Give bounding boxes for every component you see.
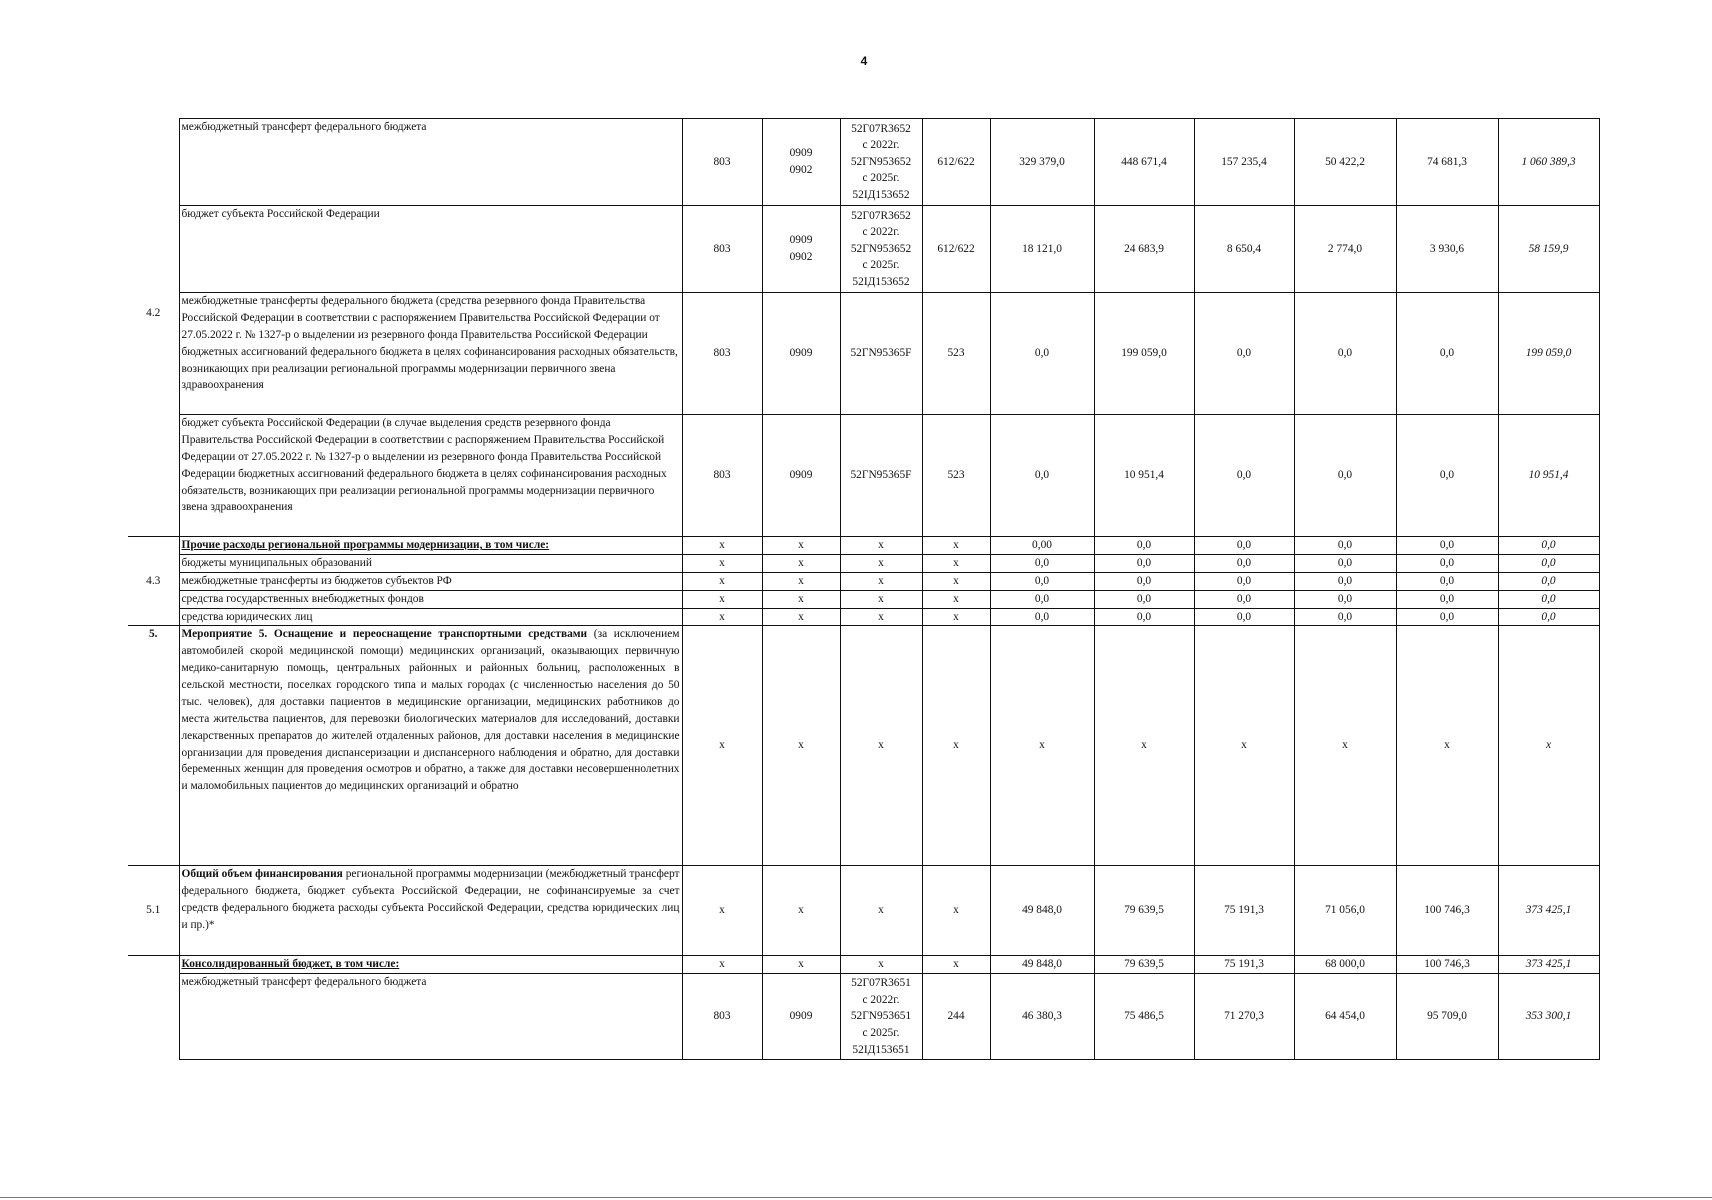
- table-row: [128, 590, 1599, 608]
- cell-expense-type: 612/622: [922, 119, 990, 206]
- cell-target-article: 52Г07R3652 с 2022г. 52ГN953652 с 2025г. 52ІД153652: [840, 206, 922, 293]
- cell-total: 373 425,1: [1498, 956, 1599, 974]
- table-row: [128, 293, 1599, 415]
- cell-year-1: 0,0: [990, 293, 1094, 415]
- cell-year-2: 199 059,0: [1094, 293, 1194, 415]
- cell-expense-type: x: [922, 572, 990, 590]
- cell-section: x: [762, 608, 840, 626]
- cell-total: 0,0: [1498, 537, 1599, 555]
- row-label: Консолидированный бюджет, в том числе:: [179, 956, 682, 974]
- row-label: Общий объем финансирования региональной программы модернизации (межбюджетный трансферт федерального бюджета, бюджет субъекта Российской Федерации, не софинансируемые за счет средств федерального бюджета расходы субъекта Российской Федерации, средства юридических лиц и пр.)*: [179, 866, 682, 956]
- cell-grbs: 803: [682, 974, 762, 1060]
- cell-target-article: 52ГN95365F: [840, 415, 922, 537]
- cell-year-4: 0,0: [1294, 554, 1396, 572]
- cell-expense-type: 244: [922, 974, 990, 1060]
- cell-year-1: x: [990, 626, 1094, 866]
- cell-target-article: x: [840, 572, 922, 590]
- row-label: межбюджетные трансферты федерального бюджета (средства резервного фонда Правительства Российской Федерации в соответствии с распоряжением Правительства Российской Федерации от 27.05.2022 г. № 1327-р о выделении из резервного фонда Правительства Российской Федерации бюджетных ассигнований федерального бюджета в целях софинансирования расходных обязательств, возникающих при реализации региональной программы модернизации первичного звена здравоохранения: [179, 293, 682, 415]
- cell-year-2: 10 951,4: [1094, 415, 1194, 537]
- cell-year-1: 329 379,0: [990, 119, 1094, 206]
- table-row: [128, 554, 1599, 572]
- cell-expense-type: x: [922, 866, 990, 956]
- cell-year-2: 0,0: [1094, 590, 1194, 608]
- cell-year-5: 0,0: [1396, 415, 1498, 537]
- cell-year-1: 0,0: [990, 608, 1094, 626]
- cell-year-3: 75 191,3: [1194, 866, 1294, 956]
- row-label: Мероприятие 5. Оснащение и переоснащение транспортными средствами (за исключением автомобилей скорой медицинской помощи) медицинских организаций, оказывающих первичную медико-санитарную помощь, центральных районных и районных больниц, расположенных в сельской местности, поселках городского типа и малых городах (с численностью населения до 50 тыс. человек), для доставки пациентов в медицинские организации, медицинских работников до места жительства пациентов, для перевозки биологических материалов для исследований, доставки лекарственных препаратов до жителей отдаленных районов, для доставки населения в медицинские организации для проведения диспансеризации и диспансерного наблюдения и обратно, для доставки беременных женщин для проведения осмотров и обратно, а также для доставки несовершеннолетних и маломобильных пациентов до медицинских организаций и обратно: [179, 626, 682, 866]
- cell-year-2: 0,0: [1094, 554, 1194, 572]
- cell-year-3: 0,0: [1194, 590, 1294, 608]
- cell-total: 353 300,1: [1498, 974, 1599, 1060]
- cell-section: x: [762, 590, 840, 608]
- cell-year-2: 79 639,5: [1094, 866, 1194, 956]
- row-label: средства юридических лиц: [179, 608, 682, 626]
- cell-year-4: 0,0: [1294, 537, 1396, 555]
- cell-expense-type: x: [922, 554, 990, 572]
- cell-section: 0909: [762, 293, 840, 415]
- cell-section: 0909 0902: [762, 119, 840, 206]
- table-row: [128, 415, 1599, 537]
- page-number: 4: [860, 54, 868, 68]
- cell-year-4: 0,0: [1294, 590, 1396, 608]
- cell-target-article: 52Г07R3651 с 2022г. 52ГN953651 с 2025г. 52ІД153651: [840, 974, 922, 1060]
- page-bottom-rule: [0, 1197, 1712, 1198]
- cell-target-article: x: [840, 866, 922, 956]
- cell-year-1: 0,0: [990, 590, 1094, 608]
- cell-year-3: 0,0: [1194, 537, 1294, 555]
- cell-section: x: [762, 537, 840, 555]
- cell-expense-type: 523: [922, 415, 990, 537]
- cell-expense-type: 612/622: [922, 206, 990, 293]
- cell-grbs: 803: [682, 119, 762, 206]
- row-number-5-1: 5.1: [128, 866, 179, 956]
- cell-section: x: [762, 866, 840, 956]
- cell-total: 199 059,0: [1498, 293, 1599, 415]
- cell-expense-type: x: [922, 626, 990, 866]
- row-label: Прочие расходы региональной программы модернизации, в том числе:: [179, 537, 682, 555]
- cell-year-3: x: [1194, 626, 1294, 866]
- cell-target-article: x: [840, 956, 922, 974]
- cell-grbs: 803: [682, 206, 762, 293]
- table-row: [128, 537, 1599, 555]
- table-row: [128, 206, 1599, 293]
- cell-total: 373 425,1: [1498, 866, 1599, 956]
- cell-year-2: 75 486,5: [1094, 974, 1194, 1060]
- cell-year-5: x: [1396, 626, 1498, 866]
- cell-year-1: 0,0: [990, 572, 1094, 590]
- table-row: [128, 956, 1599, 974]
- cell-year-2: 0,0: [1094, 608, 1194, 626]
- cell-section: 0909: [762, 974, 840, 1060]
- cell-year-5: 74 681,3: [1396, 119, 1498, 206]
- cell-grbs: x: [682, 608, 762, 626]
- row-number-empty: [128, 956, 179, 1060]
- table-row: [128, 608, 1599, 626]
- cell-year-3: 0,0: [1194, 572, 1294, 590]
- cell-year-2: 448 671,4: [1094, 119, 1194, 206]
- cell-target-article: x: [840, 626, 922, 866]
- row-label: средства государственных внебюджетных фондов: [179, 590, 682, 608]
- table-row: [128, 866, 1599, 956]
- cell-year-2: x: [1094, 626, 1194, 866]
- table-row: [128, 119, 1599, 206]
- cell-year-1: 0,0: [990, 554, 1094, 572]
- row-number-5: 5.: [128, 626, 179, 866]
- cell-total: 0,0: [1498, 572, 1599, 590]
- cell-year-4: x: [1294, 626, 1396, 866]
- row-label: бюджеты муниципальных образований: [179, 554, 682, 572]
- cell-year-1: 0,0: [990, 415, 1094, 537]
- cell-year-3: 75 191,3: [1194, 956, 1294, 974]
- cell-year-3: 8 650,4: [1194, 206, 1294, 293]
- cell-target-article: x: [840, 537, 922, 555]
- cell-total: 0,0: [1498, 554, 1599, 572]
- row-label: межбюджетные трансферты из бюджетов субъектов РФ: [179, 572, 682, 590]
- cell-grbs: x: [682, 866, 762, 956]
- cell-year-5: 100 746,3: [1396, 866, 1498, 956]
- cell-section: x: [762, 554, 840, 572]
- cell-year-1: 49 848,0: [990, 866, 1094, 956]
- row-label: бюджет субъекта Российской Федерации (в случае выделения средств резервного фонда Правительства Российской Федерации в соответствии с распоряжением Правительства Российской Федерации от 27.05.2022 г. № 1327-р о выделении из резервного фонда Правительства Российской Федерации бюджетных ассигнований федерального бюджета в целях софинансирования расходных обязательств, возникающих при реализации региональной программы модернизации первичного звена здравоохранения: [179, 415, 682, 537]
- cell-grbs: x: [682, 554, 762, 572]
- cell-total: 0,0: [1498, 608, 1599, 626]
- cell-year-1: 18 121,0: [990, 206, 1094, 293]
- cell-grbs: 803: [682, 293, 762, 415]
- cell-expense-type: x: [922, 537, 990, 555]
- cell-year-2: 24 683,9: [1094, 206, 1194, 293]
- cell-target-article: x: [840, 554, 922, 572]
- cell-expense-type: x: [922, 608, 990, 626]
- cell-year-5: 0,0: [1396, 572, 1498, 590]
- cell-grbs: x: [682, 956, 762, 974]
- cell-year-4: 0,0: [1294, 608, 1396, 626]
- cell-section: 0909 0902: [762, 206, 840, 293]
- row-number-4-2: 4.2: [128, 119, 179, 537]
- cell-year-1: 46 380,3: [990, 974, 1094, 1060]
- row-label: межбюджетный трансферт федерального бюджета: [179, 119, 682, 206]
- cell-year-4: 64 454,0: [1294, 974, 1396, 1060]
- cell-grbs: 803: [682, 415, 762, 537]
- cell-year-3: 71 270,3: [1194, 974, 1294, 1060]
- cell-year-4: 68 000,0: [1294, 956, 1396, 974]
- cell-year-5: 0,0: [1396, 293, 1498, 415]
- cell-total: 0,0: [1498, 590, 1599, 608]
- cell-expense-type: x: [922, 590, 990, 608]
- table-row: [128, 572, 1599, 590]
- cell-year-4: 0,0: [1294, 293, 1396, 415]
- cell-year-3: 0,0: [1194, 554, 1294, 572]
- cell-year-5: 0,0: [1396, 590, 1498, 608]
- cell-year-3: 0,0: [1194, 293, 1294, 415]
- cell-year-1: 0,00: [990, 537, 1094, 555]
- cell-year-3: 0,0: [1194, 415, 1294, 537]
- cell-year-4: 0,0: [1294, 572, 1396, 590]
- cell-year-4: 71 056,0: [1294, 866, 1396, 956]
- row-label: межбюджетный трансферт федерального бюджета: [179, 974, 682, 1060]
- cell-year-5: 0,0: [1396, 608, 1498, 626]
- cell-grbs: x: [682, 590, 762, 608]
- cell-total: x: [1498, 626, 1599, 866]
- cell-year-2: 79 639,5: [1094, 956, 1194, 974]
- cell-section: 0909: [762, 415, 840, 537]
- cell-grbs: x: [682, 626, 762, 866]
- cell-expense-type: x: [922, 956, 990, 974]
- table-row: [128, 974, 1599, 1060]
- cell-expense-type: 523: [922, 293, 990, 415]
- cell-section: x: [762, 956, 840, 974]
- row-label: бюджет субъекта Российской Федерации: [179, 206, 682, 293]
- financing-table: [128, 118, 1600, 1060]
- cell-grbs: x: [682, 537, 762, 555]
- cell-year-3: 0,0: [1194, 608, 1294, 626]
- cell-year-1: 49 848,0: [990, 956, 1094, 974]
- cell-grbs: x: [682, 572, 762, 590]
- table-row: [128, 626, 1599, 866]
- cell-year-2: 0,0: [1094, 572, 1194, 590]
- cell-year-2: 0,0: [1094, 537, 1194, 555]
- cell-year-5: 95 709,0: [1396, 974, 1498, 1060]
- cell-total: 1 060 389,3: [1498, 119, 1599, 206]
- cell-year-5: 100 746,3: [1396, 956, 1498, 974]
- cell-section: x: [762, 572, 840, 590]
- cell-section: x: [762, 626, 840, 866]
- cell-year-5: 3 930,6: [1396, 206, 1498, 293]
- cell-year-5: 0,0: [1396, 554, 1498, 572]
- cell-year-5: 0,0: [1396, 537, 1498, 555]
- cell-year-4: 0,0: [1294, 415, 1396, 537]
- cell-year-4: 50 422,2: [1294, 119, 1396, 206]
- cell-target-article: x: [840, 590, 922, 608]
- cell-year-4: 2 774,0: [1294, 206, 1396, 293]
- cell-year-3: 157 235,4: [1194, 119, 1294, 206]
- cell-target-article: 52Г07R3652 с 2022г. 52ГN953652 с 2025г. 52ІД153652: [840, 119, 922, 206]
- cell-target-article: 52ГN95365F: [840, 293, 922, 415]
- cell-target-article: x: [840, 608, 922, 626]
- cell-total: 58 159,9: [1498, 206, 1599, 293]
- row-number-4-3: 4.3: [128, 537, 179, 626]
- cell-total: 10 951,4: [1498, 415, 1599, 537]
